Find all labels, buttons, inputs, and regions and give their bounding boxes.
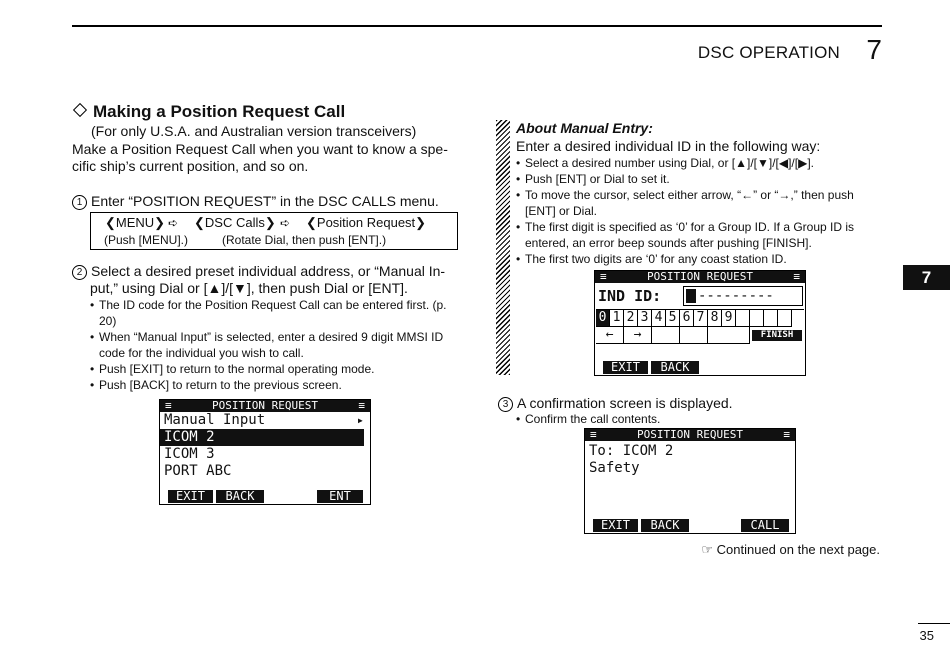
digit-key-blank	[778, 310, 792, 327]
blank-key	[680, 327, 708, 344]
lcd-list-item-selected[interactable]: ICOM 2	[160, 429, 364, 446]
bullet: • Select a desired number using Dial, or [▲]/[▼]/[◀]/[▶].	[516, 155, 886, 171]
digit-key[interactable]: 0	[596, 310, 610, 327]
menu-icon: ≡	[783, 428, 790, 441]
page-number: 35	[919, 628, 934, 643]
finish-key[interactable]: FINISH	[752, 330, 802, 341]
menu-icon: ≡	[590, 428, 597, 441]
note-hatch-bar	[496, 120, 510, 375]
digit-key-blank	[736, 310, 750, 327]
chapter-number: 7	[866, 34, 882, 65]
lcd-screen-confirm	[584, 428, 796, 534]
menu-path-note: (Rotate Dial, then push [ENT].)	[222, 233, 387, 247]
lcd-list-item[interactable]: Manual Input ▸	[164, 412, 364, 428]
step-3: 3 A confirmation screen is displayed.	[498, 394, 733, 413]
step-2-cont: put,” using Dial or [▲]/[▼], then push Dial or [ENT].	[90, 280, 408, 296]
step-2-bullets	[90, 297, 460, 393]
id-input-field[interactable]	[683, 286, 803, 306]
bullet: • The ID code for the Position Request Call can be entered first. (p.	[90, 297, 460, 313]
header-rule	[72, 25, 882, 27]
diamond-icon	[73, 103, 87, 117]
menu-icon: ≡	[793, 270, 800, 283]
step-number: 1	[72, 195, 87, 210]
exit-softkey[interactable]: EXIT	[603, 361, 648, 374]
menu-path-note: (Push [MENU].)	[104, 233, 189, 247]
lcd-title: POSITION REQUEST	[637, 428, 743, 441]
bullet: • The first digit is specified as ‘0’ for a Group ID. If a Group ID is	[516, 219, 886, 235]
exit-softkey[interactable]: EXIT	[593, 519, 638, 532]
arrow-right-icon: ▸	[356, 413, 364, 427]
digit-key[interactable]: 5	[666, 310, 680, 327]
digit-key[interactable]: 4	[652, 310, 666, 327]
menu-icon: ≡	[600, 270, 607, 283]
bullet-cont: entered, an error beep sounds after pushing [FINISH].	[525, 236, 812, 250]
bullet: • Push [ENT] or Dial to set it.	[516, 171, 886, 187]
menu-icon: ≡	[358, 399, 365, 412]
about-bullets	[516, 155, 886, 267]
digit-key[interactable]: 2	[624, 310, 638, 327]
intro-line-1: Make a Position Request Call when you want to know a spe-	[72, 141, 448, 157]
digit-key[interactable]: 3	[638, 310, 652, 327]
arrow-icon: ➪	[168, 216, 179, 230]
menu-path-item: ❮Position Request❯	[306, 215, 427, 230]
bullet: • The first two digits are ‘0’ for any coast station ID.	[516, 251, 886, 267]
lcd-list-item[interactable]: ICOM 3	[164, 446, 215, 462]
confirm-to-line: To: ICOM 2	[589, 443, 674, 459]
lcd-title: POSITION REQUEST	[647, 270, 753, 283]
digit-key[interactable]: 8	[708, 310, 722, 327]
digit-key-blank	[764, 310, 778, 327]
menu-path-item: ❮DSC Calls❯	[194, 215, 276, 230]
lcd-title-bar	[160, 400, 370, 412]
menu-path-box	[90, 212, 458, 250]
cursor-right-key[interactable]: →	[624, 327, 652, 344]
lcd-title-bar	[595, 271, 805, 283]
step-number: 2	[72, 265, 87, 280]
lcd-list-item[interactable]: PORT ABC	[164, 463, 232, 479]
step-number: 3	[498, 397, 513, 412]
call-softkey[interactable]: CALL	[741, 519, 789, 532]
bullet-cont: [ENT] or Dial.	[525, 204, 598, 218]
back-softkey[interactable]: BACK	[216, 490, 264, 503]
lcd-screen-id-entry	[594, 270, 806, 376]
menu-path-item: ❮MENU❯	[105, 215, 166, 230]
lcd-title-bar	[585, 429, 795, 441]
menu-icon: ≡	[165, 399, 172, 412]
section-heading: Making a Position Request Call	[72, 102, 345, 122]
about-heading: About Manual Entry:	[516, 120, 653, 136]
bullet: • Push [BACK] to return to the previous screen.	[90, 377, 460, 393]
id-label: IND ID:	[598, 287, 662, 305]
lcd-screen-select	[159, 399, 371, 505]
step-2: 2 Select a desired preset individual address, or “Manual In-	[72, 262, 445, 281]
digit-key[interactable]: 9	[722, 310, 736, 327]
back-softkey[interactable]: BACK	[651, 361, 699, 374]
chapter-tab: 7	[903, 265, 950, 290]
blank-key	[708, 327, 750, 344]
bullet: • Push [EXIT] to return to the normal operating mode.	[90, 361, 460, 377]
digit-key[interactable]: 6	[680, 310, 694, 327]
ent-softkey[interactable]: ENT	[317, 490, 363, 503]
bullet: • To move the cursor, select either arrow, “←” or “→,” then push	[516, 187, 886, 203]
subtitle: (For only U.S.A. and Australian version transceivers)	[91, 123, 417, 139]
step-3-bullet: • Confirm the call contents.	[516, 411, 950, 427]
bullet: • When “Manual Input” is selected, enter a desired 9 digit MMSI ID	[90, 329, 460, 345]
exit-softkey[interactable]: EXIT	[168, 490, 213, 503]
intro-line-2: cific ship’s current position, and so on.	[72, 158, 309, 174]
digit-key[interactable]: 1	[610, 310, 624, 327]
back-softkey[interactable]: BACK	[641, 519, 689, 532]
cursor-left-key[interactable]: ←	[596, 327, 624, 344]
page-number-rule	[918, 623, 950, 624]
confirm-category-line: Safety	[589, 460, 640, 476]
digit-key[interactable]: 7	[694, 310, 708, 327]
arrow-icon: ➪	[280, 216, 291, 230]
lcd-title: POSITION REQUEST	[212, 399, 318, 412]
section-title: DSC OPERATION	[697, 43, 840, 62]
cursor	[686, 289, 696, 303]
digit-key-blank	[750, 310, 764, 327]
step-1: 1 Enter “POSITION REQUEST” in the DSC CALLS menu.	[72, 192, 439, 211]
blank-key	[652, 327, 680, 344]
bullet-cont: code for the individual you wish to call.	[99, 346, 304, 360]
continued-note: ☞ Continued on the next page.	[701, 542, 880, 557]
digit-keypad	[596, 309, 804, 345]
bullet-cont: 20)	[99, 314, 117, 328]
about-intro: Enter a desired individual ID in the following way:	[516, 138, 821, 154]
id-value: ---------	[698, 288, 774, 304]
